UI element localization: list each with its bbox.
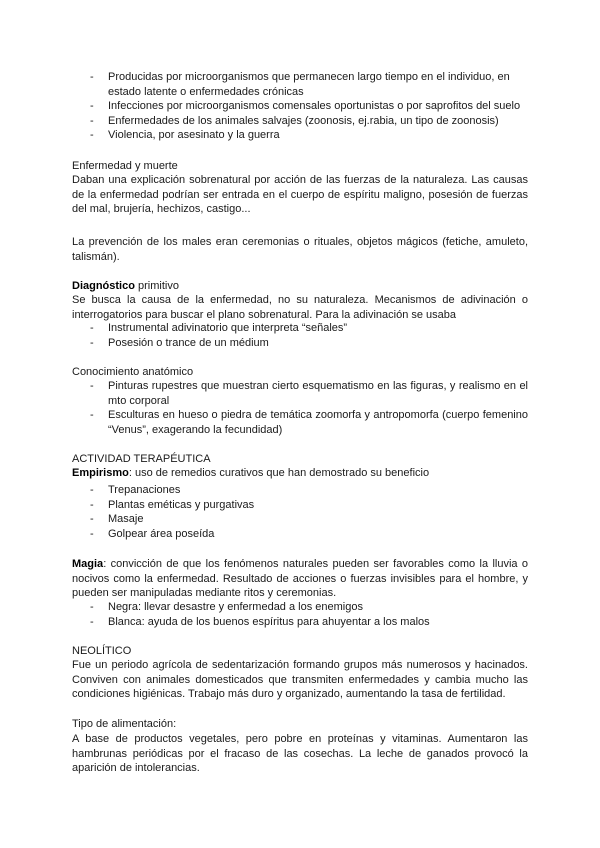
section-heading-alimentacion: Tipo de alimentación: (72, 718, 177, 730)
list-item: - Blanca: ayuda de los buenos espíritus para ahuyentar a los malos (72, 615, 528, 630)
section-heading-anatomico: Conocimiento anatómico (72, 366, 194, 378)
paragraph-empirismo (72, 466, 528, 481)
list-item: - Esculturas en hueso o piedra de temática zoomorfa y antropomorfa (cuerpo femenino “Venus”, exagerando la fecundidad) (72, 408, 528, 437)
magia-rest: : convicción de que los fenómenos naturales pueden ser favorables como la lluvia o nocivos como la enfermedad. Resultado de acciones o fuerzas invisibles para el hombre, y pueden ser manipuladas mediante ritos y ceremonias. (72, 558, 528, 599)
section-heading-terapeutica: ACTIVIDAD TERAPÉUTICA (72, 453, 211, 465)
list-item: - Golpear área poseída (72, 527, 528, 542)
list-item: - Negra: llevar desastre y enfermedad a los enemigos (72, 600, 528, 615)
list-item: - Trepanaciones (72, 483, 528, 498)
list-item: - Producidas por microorganismos que permanecen largo tiempo en el individuo, en estado latente o enfermedades crónicas (72, 70, 528, 99)
empirismo-rest: : uso de remedios curativos que han demostrado su beneficio (128, 467, 430, 479)
paragraph-neolitico: Fue un periodo agrícola de sedentarización formando grupos más numerosos y hacinados. Conviven con animales domesticados que transmiten enfermedades y cambia mucho las condiciones higiénicas. Trabajo más duro y organizado, aumentando la tasa de fertilidad. (72, 659, 528, 700)
terapeutica-list (72, 483, 528, 541)
anatomico-list (72, 379, 528, 437)
heading-rest: primitivo (134, 280, 179, 292)
causes-list (72, 70, 528, 143)
paragraph-alimentacion: A base de productos vegetales, pero pobre en proteínas y vitaminas. Aumentaron las hambrunas periódicas por el fracaso de las cosechas. La leche de ganados provocó la aparición de intolerancias. (72, 733, 528, 774)
section-heading-enfermedad: Enfermedad y muerte (72, 160, 178, 172)
paragraph-enfermedad: Daban una explicación sobrenatural por acción de las fuerzas de la naturaleza. Las causas de la enfermedad podrían ser entrada en el cuerpo de espíritu maligno, posesión de fuerzas del mal, brujería, hechizos, castigo... (72, 174, 528, 215)
list-item: - Pinturas rupestres que muestran cierto esquematismo en las figuras, y realismo en el mto corporal (72, 379, 528, 408)
list-item: - Infecciones por microorganismos comensales oportunistas o por saprofitos del suelo (72, 99, 528, 114)
paragraph-magia (72, 557, 528, 601)
magia-list (72, 600, 528, 629)
list-item: - Violencia, por asesinato y la guerra (72, 128, 528, 143)
list-item: - Plantas eméticas y purgativas (72, 498, 528, 513)
section-heading-diagnostico (72, 279, 528, 294)
heading-bold: Diagnóstico (72, 280, 135, 292)
magia-bold: Magia (72, 558, 104, 570)
section-heading-neolitico: NEOLÍTICO (72, 645, 132, 657)
list-item: - Instrumental adivinatorio que interpreta “señales” (72, 321, 528, 336)
paragraph-diagnostico: Se busca la causa de la enfermedad, no su naturaleza. Mecanismos de adivinación o interrogatorios para buscar el plano sobrenatural. Para la adivinación se usaba (72, 294, 528, 321)
list-item: - Posesión o trance de un médium (72, 336, 528, 351)
list-item: - Masaje (72, 512, 528, 527)
paragraph-prevencion: La prevención de los males eran ceremonias o rituales, objetos mágicos (fetiche, amuleto, talismán). (72, 236, 528, 263)
empirismo-bold: Empirismo (72, 467, 129, 479)
list-item: - Enfermedades de los animales salvajes (zoonosis, ej.rabia, un tipo de zoonosis) (72, 114, 528, 129)
diagnostico-list (72, 321, 528, 350)
